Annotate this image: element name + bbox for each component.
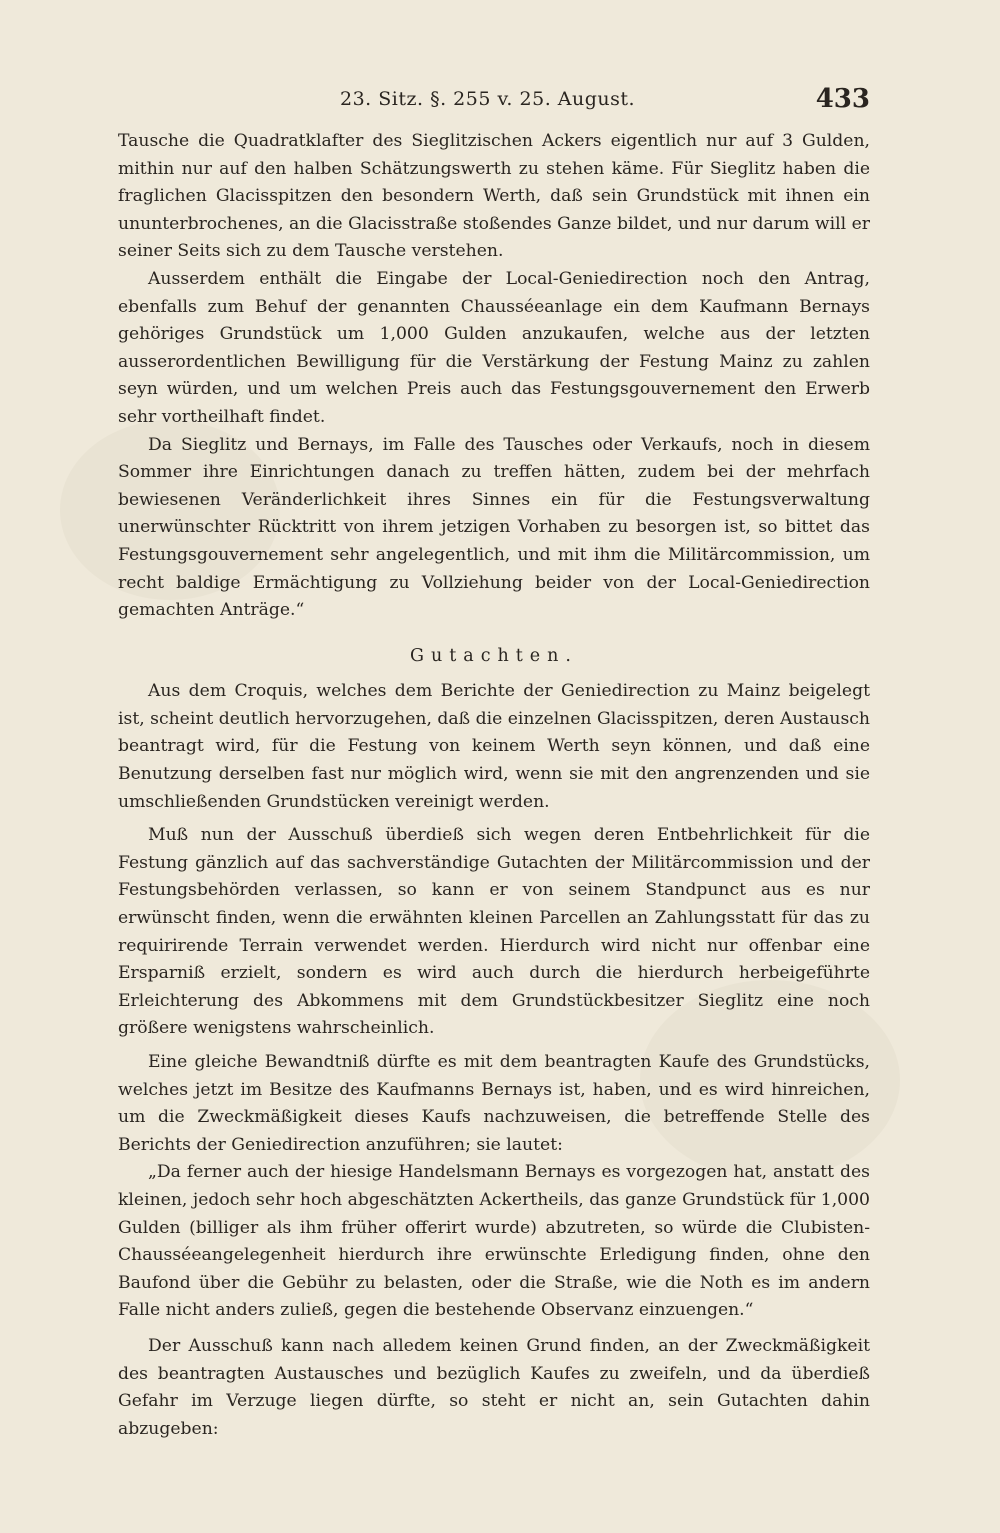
paragraph: Tausche die Quadratklafter des Sieglitzischen Ackers eigentlich nur auf 3 Gulden, mithin nur auf den halben Schätzungswerth zu stehen käme. Für Sieglitz haben die fraglichen Glacisspitzen den besondern Werth, daß sein Grundstück mit ihnen ein ununterbrochenes, an die Glacisstraße stoßendes Ganze bildet, und nur darum will er seiner Seits sich zu dem Tausche verstehen. [118,131,870,262]
section-heading: Gutachten. [409,645,578,666]
page-body [118,128,870,1443]
paragraph: Eine gleiche Bewandtniß dürfte es mit dem beantragten Kaufe des Grundstücks, welches jetzt im Besitze des Kaufmanns Bernays ist, haben, und es wird hinreichen, um die Zweckmäßigkeit dieses Kaufs nachzuweisen, die betreffende Stelle des Berichts der Geniedirection anzuführen; sie lautet: [118,1052,870,1155]
paragraph: Ausserdem enthält die Eingabe der Local-Geniedirection noch den Antrag, ebenfalls zum Behuf der genannten Chausséeanlage ein dem Kaufmann Bernays gehöriges Grundstück um 1,000 Gulden anzukaufen, welche aus der letzten ausserordentlichen Bewilligung für die Verstärkung der Festung Mainz zu zahlen seyn würden, und um welchen Preis auch das Festungsgouvernement den Erwerb sehr vortheilhaft findet. [118,268,870,427]
paragraph: Muß nun der Ausschuß überdieß sich wegen deren Entbehrlichkeit für die Festung gänzlich auf das sachverständige Gutachten der Militärcommission und der Festungsbehörden verlassen, so kann er von seinem Standpunct aus es nur erwünscht finden, wenn die erwähnten kleinen Parcellen an Zahlungsstatt für das zu requirirende Terrain verwendet werden. Hierdurch wird nicht nur offenbar eine Ersparniß erzielt, sondern es wird auch durch die hierdurch herbeigeführte Erleichterung des Abkommens mit dem Grundstückbesitzer Sieglitz eine noch größere wenigstens wahrscheinlich. [118,825,870,1039]
page-number: 433 [815,84,870,114]
paragraph: Da Sieglitz und Bernays, im Falle des Tausches oder Verkaufs, noch in diesem Sommer ihre Einrichtungen danach zu treffen hätten, zudem bei der mehrfach bewiesenen Veränderlichkeit ihres Sinnes ein für die Festungsverwaltung unerwünschter Rücktritt von ihrem jetzigen Vorhaben zu besorgen ist, so bittet das Festungsgouvernement sehr angelegentlich, und mit ihm die Militärcommission, um recht baldige Ermächtigung zu Vollziehung beider von der Local-Geniedirection gemachten Anträge.“ [118,434,870,621]
header-title: 23. Sitz. §. 255 v. 25. August. [340,88,636,110]
quoted-paragraph: „Da ferner auch der hiesige Handelsmann Bernays es vorgezogen hat, anstatt des kleinen, jedoch sehr hoch abgeschätzten Ackertheils, das ganze Grundstück für 1,000 Gulden (billiger als ihm früher offerirt wurde) abzutreten, so würde die Clubisten-Chausséeangelegenheit hierdurch ihre erwünschte Erledigung finden, ohne den Baufond über die Gebühr zu belasten, oder die Straße, wie die Noth es im andern Falle nicht anders zuließ, gegen die bestehende Observanz einzuengen.“ [118,1162,870,1321]
running-header [340,84,870,120]
paragraph: Aus dem Croquis, welches dem Berichte der Geniedirection zu Mainz beigelegt ist, scheint deutlich hervorzugehen, daß die einzelnen Glacisspitzen, deren Austausch beantragt wird, für die Festung von keinem Werth seyn können, und daß eine Benutzung derselben fast nur möglich wird, wenn sie mit den angrenzenden und sie umschließenden Grundstücken vereinigt werden. [118,681,870,812]
paragraph: Der Ausschuß kann nach alledem keinen Grund finden, an der Zweckmäßigkeit des beantragten Austausches und bezüglich Kaufes zu zweifeln, und da überdieß Gefahr im Verzuge liegen dürfte, so steht er nicht an, sein Gutachten dahin abzugeben: [118,1335,870,1439]
